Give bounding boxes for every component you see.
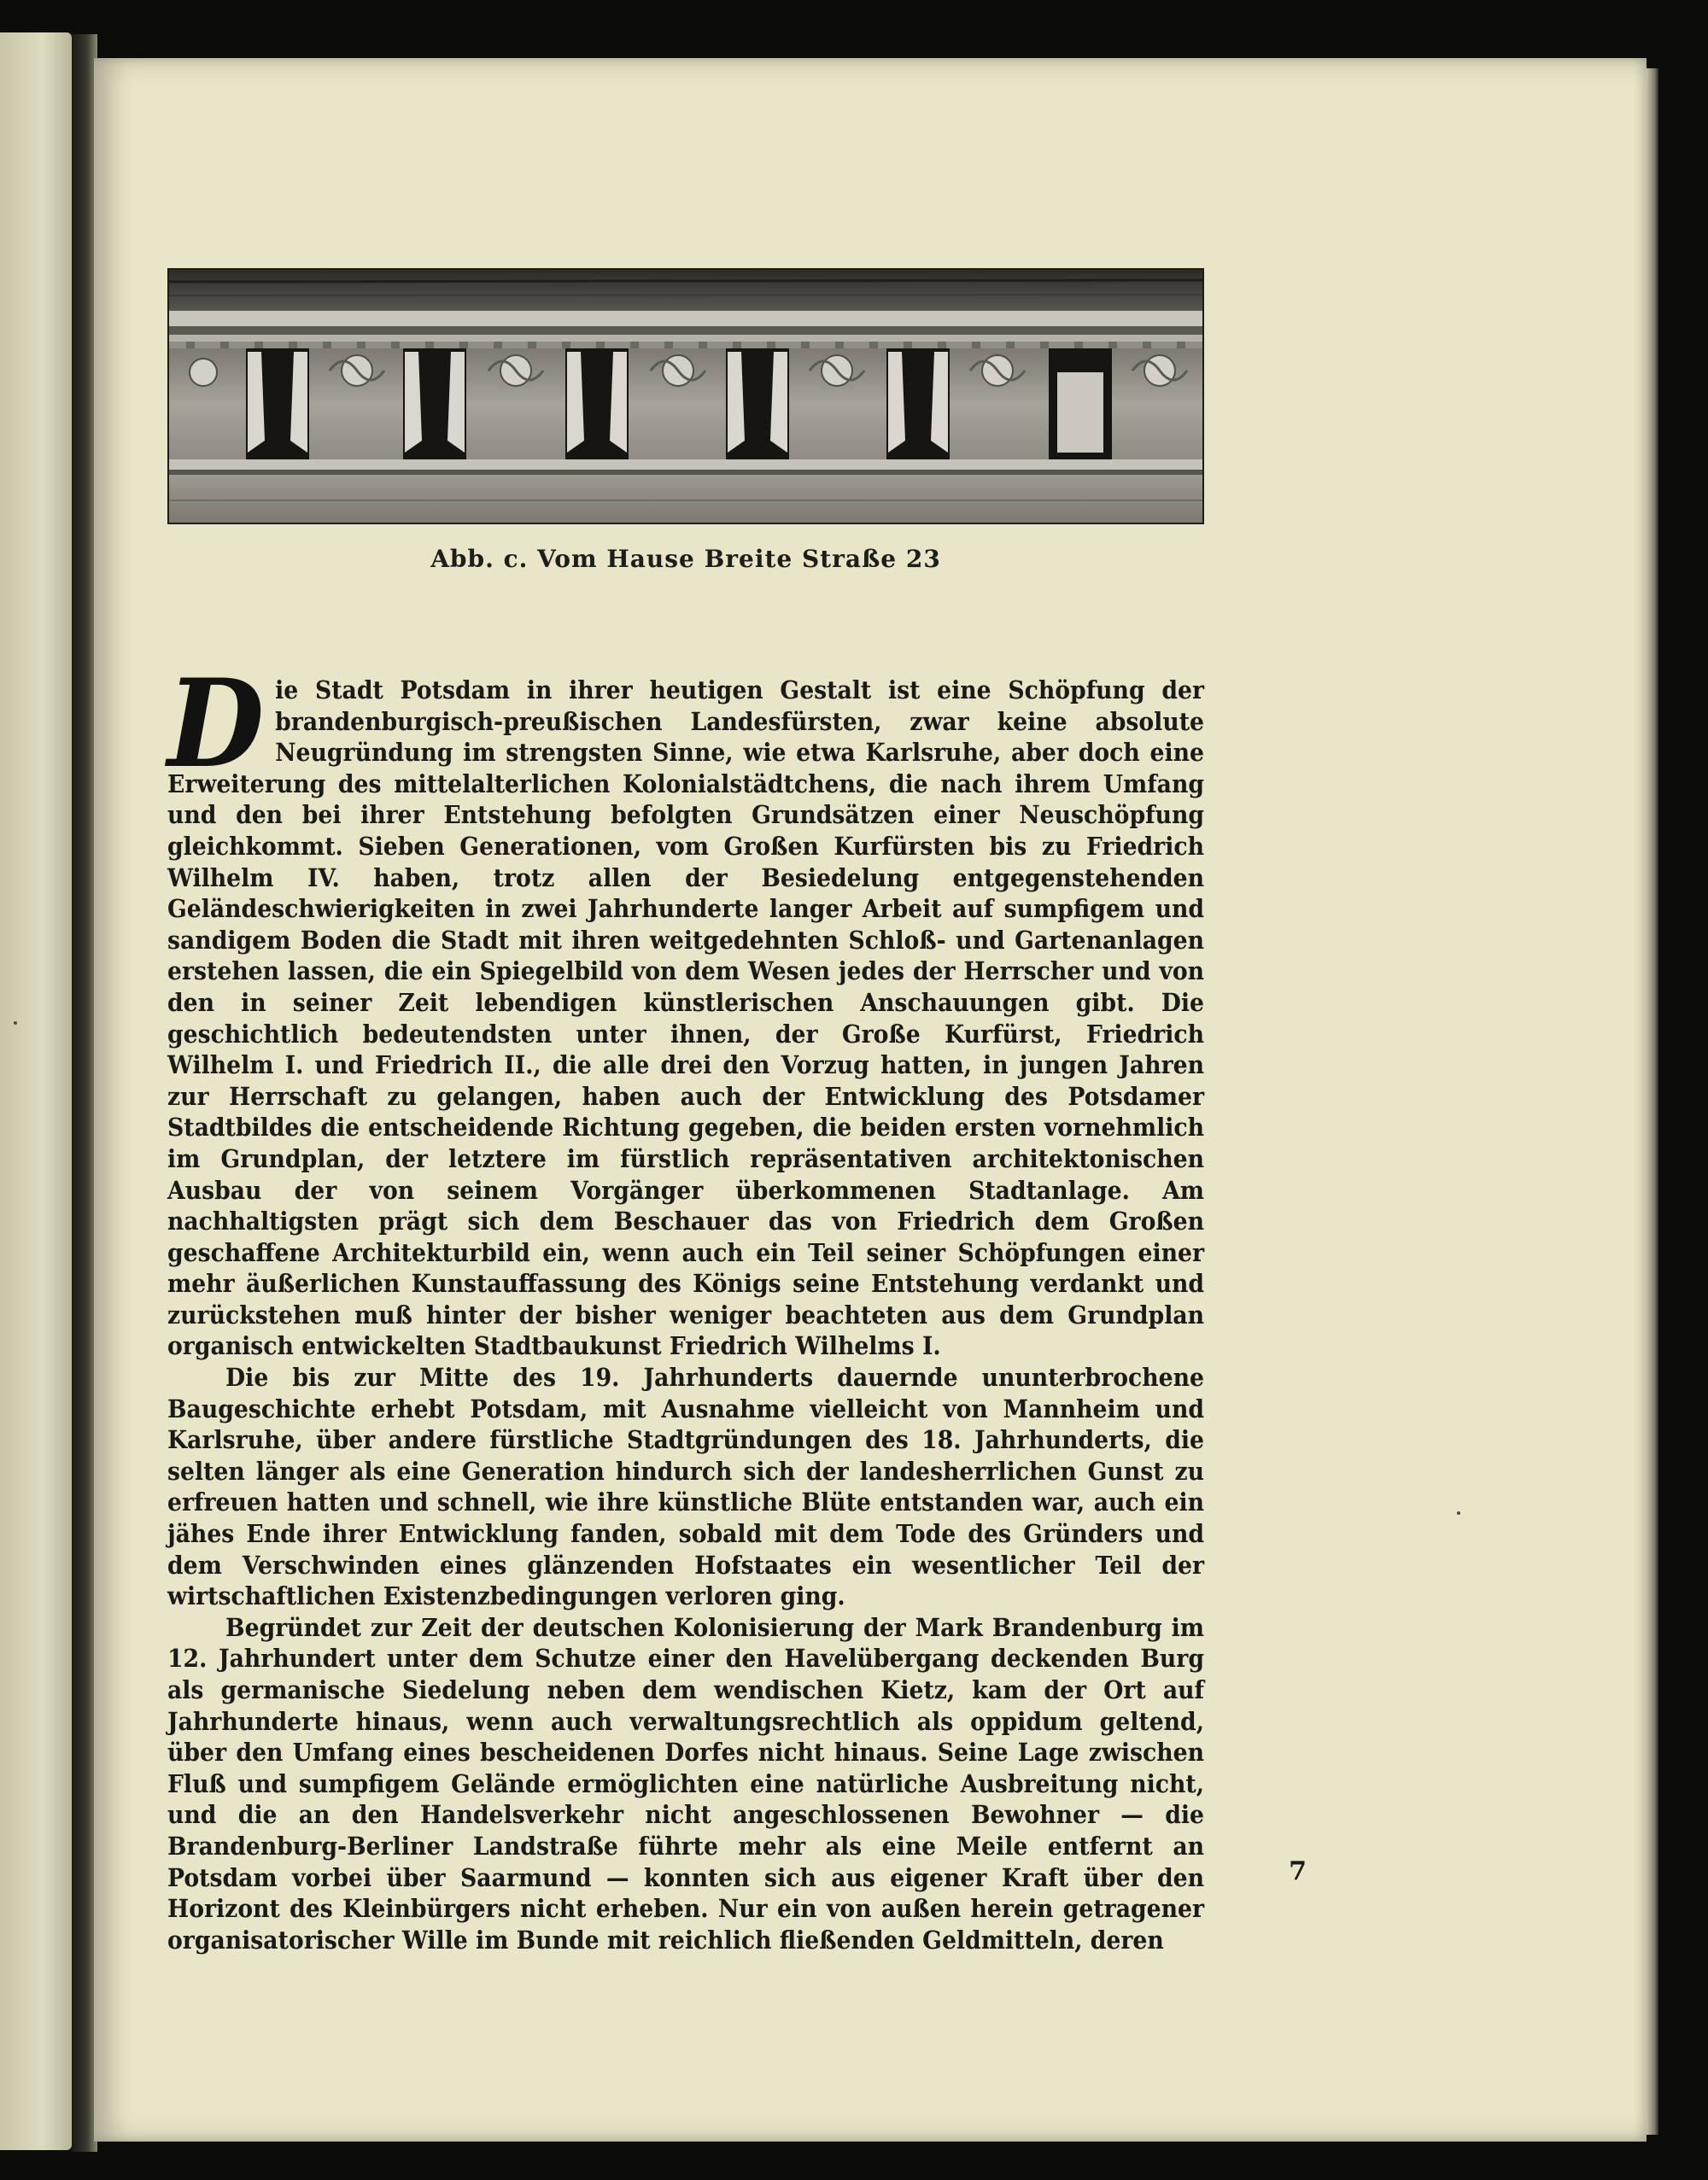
page-stack-edge [1647, 68, 1658, 2135]
figure-caption: Abb. c. Vom Hause Breite Straße 23 [430, 545, 941, 573]
drop-cap: D [167, 653, 265, 795]
page-number: 7 [1289, 1856, 1307, 1886]
paragraph-3: Begründet zur Zeit der deutschen Kolonisierung der Mark Brandenburg im 12. Jahrhundert unter dem Schutze einer den Havelübergang deckenden Burg als germanische Siedelung neben dem wendischen Kietz, kam der Ort auf Jahrhunderte hinaus, wenn auch verwaltungsrechtlich als oppidum geltend, über den Umfang eines bescheidenen Dorfes nicht hinaus. Seine Lage zwischen Fluß und sumpfigem Gelände ermöglichten eine natürliche Ausbreitung nicht, und die an den Handelsverkehr nicht angeschlossenen Bewohner — die Brandenburg-Berliner Landstraße führte mehr als eine Meile entfernt an Potsdam vorbei über Saarmund — konnten sich aus eigener Kraft über den Horizont des Kleinbürgers nicht erheben. Nur ein von außen herein getragener organisatorischer Wille im Bunde mit reichlich fließenden Geldmitteln, deren [167, 1612, 1205, 1955]
paragraph-2: Die bis zur Mitte des 19. Jahrhunderts dauernde ununterbrochene Baugeschichte erhebt Potsdam, mit Ausnahme vielleicht von Mannheim und Karlsruhe, über andere fürstliche Stadtgründungen des 18. Jahrhunderts, die selten länger als eine Generation hindurch sich der landesherrlichen Gunst zu erfreuen hatten und schnell, wie ihre künstliche Blüte entstanden war, auch ein jähes Ende ihrer Entwicklung fanden, sobald mit dem Tode des Gründers und dem Verschwinden eines glänzenden Hofstaates ein wesentlicher Teil der wirtschaftlichen Existenzbedingungen verloren ging. [167, 1363, 1205, 1611]
body-text [167, 653, 1205, 1955]
paragraph-1-text: ie Stadt Potsdam in ihrer heutigen Gestalt ist eine Schöpfung der brandenburgisch-preußischen Landesfürsten, zwar keine absolute Neugründung im strengsten Sinne, wie etwa Karlsruhe, aber doch eine Erweiterung des mittelalterlichen Kolonialstädtchens, die nach ihrem Umfang und den bei ihrer Entstehung befolgten Grundsätzen einer Neuschöpfung gleichkommt. Sieben Generationen, vom Großen Kurfürsten bis zu Friedrich Wilhelm IV. haben, trotz allen der Besiedelung entgegenstehenden Geländeschwierigkeiten in zwei Jahrhunderte langer Arbeit auf sumpfigem und sandigem Boden die Stadt mit ihren weitgedehnten Schloß- und Gartenanlagen erstehen lassen, die ein Spiegelbild von dem Wesen jedes der Herrscher und von den in seiner Zeit lebendigen künstlerischen Anschauungen gibt. Die geschichtlich bedeutendsten unter ihnen, der Große Kurfürst, Friedrich Wilhelm I. und Friedrich II., die alle drei den Vorzug hatten, in jungen Jahren zur Herrschaft zu gelangen, haben auch der Entwicklung des Potsdamer Stadtbildes die entscheidende Richtung gegeben, die beiden ersten vornehmlich im Grundplan, der letztere im fürstlich repräsentativen architektonischen Ausbau der von seinem Vorgänger überkommenen Stadtanlage. Am nachhaltigsten prägt sich dem Beschauer das von Friedrich dem Großen geschaffene Architekturbild ein, wenn auch ein Teil seiner Schöpfungen einer mehr äußerlichen Kunstauffassung des Königs seine Entstehung verdankt und zurückstehen muß hinter der bisher weniger beachteten aus dem Grundplan organisch entwickelten Stadtbaukunst Friedrich Wilhelms I. [167, 675, 1205, 1361]
paragraph-1 [167, 653, 1205, 1362]
figure-building-frieze [167, 268, 1204, 524]
building-frieze-photo [169, 270, 1202, 523]
margin-speck [1457, 1511, 1460, 1515]
margin-speck [14, 1021, 17, 1025]
left-page-edge [0, 32, 72, 2150]
